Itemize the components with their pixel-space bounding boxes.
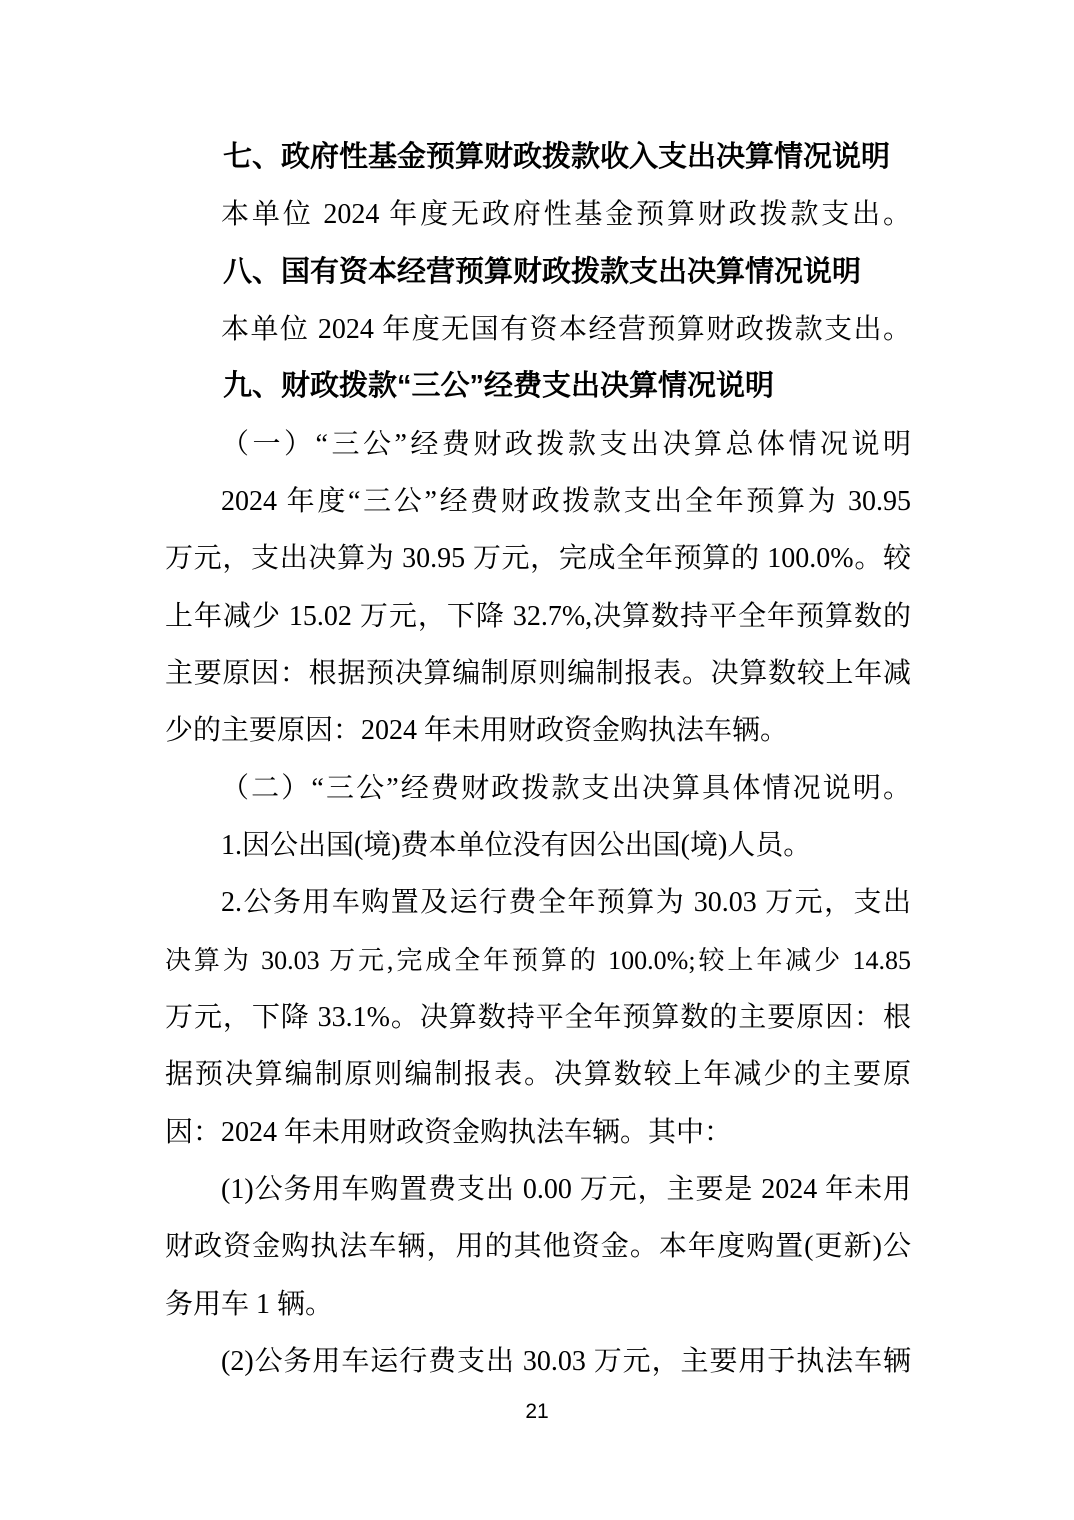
text-line: 决算为 30.03 万元,完成全年预算的 100.0%;较上年减少 14.85 bbox=[165, 945, 911, 975]
text-line: 财政资金购执法车辆，用的其他资金。本年度购置(更新)公 bbox=[165, 1231, 911, 1263]
text-line: 万元，支出决算为 30.95 万元，完成全年预算的 100.0%。较 bbox=[165, 543, 911, 575]
sub-heading: （二）“三公”经费财政拨款支出决算具体情况说明。 bbox=[221, 772, 911, 804]
page-number: 21 bbox=[525, 1400, 549, 1423]
text-line: 因：2024 年未用财政资金购执法车辆。其中： bbox=[165, 1116, 733, 1148]
text-content bbox=[165, 129, 911, 1390]
text-line: 万元，下降 33.1%。决算数持平全年预算数的主要原因：根 bbox=[165, 1001, 911, 1033]
text-line: 主要原因：根据预决算编制原则编制报表。决算数较上年减 bbox=[165, 657, 911, 689]
sub-heading: （一）“三公”经费财政拨款支出决算总体情况说明 bbox=[221, 428, 911, 460]
section-heading: 八、国有资本经营预算财政拨款支出决算情况说明 bbox=[223, 255, 862, 288]
text-line: 2.公务用车购置及运行费全年预算为 30.03 万元，支出 bbox=[221, 887, 911, 919]
text-line: 上年减少 15.02 万元，下降 32.7%,决算数持平全年预算数的 bbox=[165, 600, 911, 632]
text-line: 据预决算编制原则编制报表。决算数较上年减少的主要原 bbox=[165, 1059, 911, 1091]
text-line: (1)公务用车购置费支出 0.00 万元，主要是 2024 年未用 bbox=[221, 1173, 911, 1205]
section-heading: 七、政府性基金预算财政拨款收入支出决算情况说明 bbox=[223, 141, 891, 173]
text-line: 务用车 1 辆。 bbox=[165, 1288, 334, 1320]
text-line: 少的主要原因：2024 年未用财政资金购执法车辆。 bbox=[165, 715, 789, 747]
text-line: (2)公务用车运行费支出 30.03 万元，主要用于执法车辆 bbox=[221, 1345, 911, 1377]
text-line: 1.因公出国(境)费本单位没有因公出国(境)人员。 bbox=[221, 829, 812, 861]
text-line: 2024 年度“三公”经费财政拨款支出全年预算为 30.95 bbox=[221, 485, 911, 517]
section-heading: 九、财政拨款“三公”经费支出决算情况说明 bbox=[223, 370, 775, 403]
text-line: 本单位 2024 年度无国有资本经营预算财政拨款支出。 bbox=[221, 313, 911, 345]
text-line: 本单位 2024 年度无政府性基金预算财政拨款支出。 bbox=[221, 199, 911, 231]
